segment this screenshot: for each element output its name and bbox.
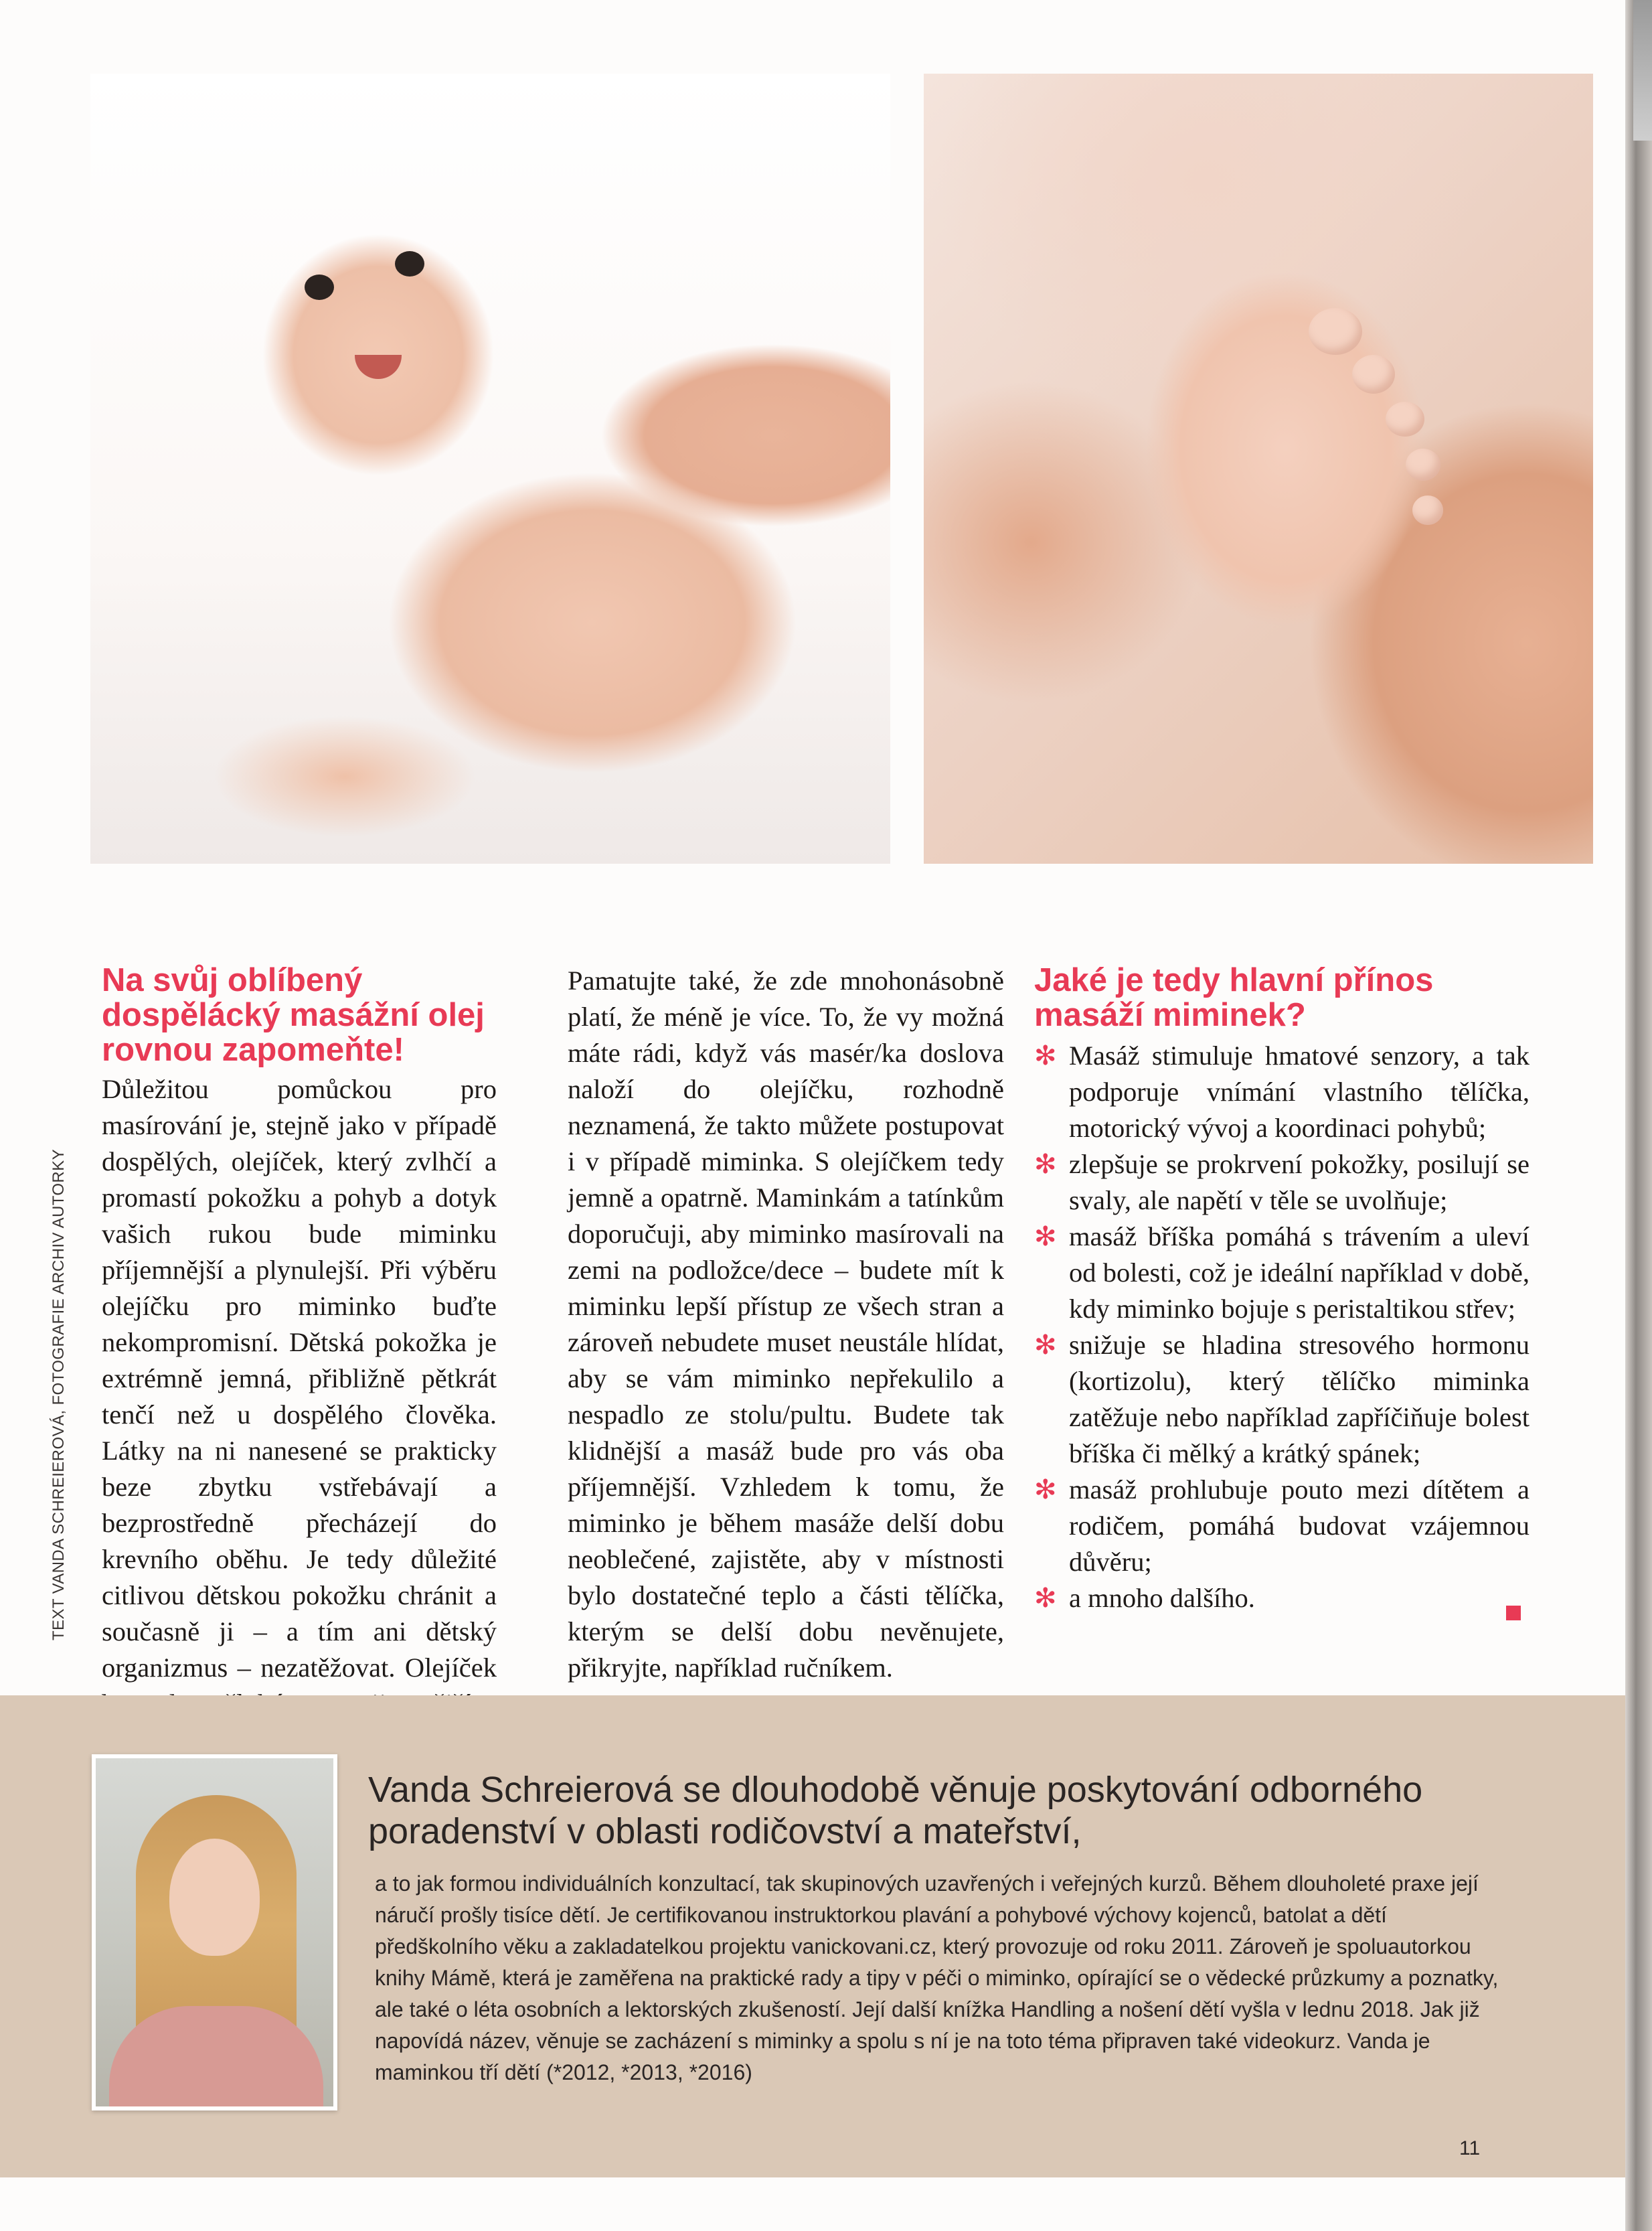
square-end-mark-icon — [1506, 1606, 1521, 1620]
toe — [1309, 308, 1362, 355]
author-title: Vanda Schreierová se dlouhodobě věnuje poskytování odborného poradenství v oblasti rodičovství a mateřství, — [368, 1770, 1423, 1851]
asterisk-bullet-icon: ✻ — [1034, 1149, 1057, 1180]
toe — [1352, 355, 1395, 394]
list-item: ✻ zlepšuje se prokrvení pokožky, posilují se svaly, ale napětí v těle se uvolňuje; — [1034, 1146, 1530, 1219]
author-bio: a to jak formou individuálních konzultací, tak skupinových uzavřených i veřejných kurzů. Během dlouholeté praxe její náručí prošly tisíce dětí. Je certifikovanou instruktorkou plavání a pohybové výchovy kojenců, batolat a dětí předškolního věku a zakladatelkou projektu vanickovani.cz, který provozuje od roku 2011. Zároveň je spoluautorkou knihy Mámě, která je zaměřena na praktické rady a tipy v péči o miminko, opírající se o vědecké průzkumy a poznatky, ale také o léta osobních a lektorských zkušeností. Její další knížka Handling a nošení dětí vyšla v lednu 2018. Jak již napovídá název, věnuje se zacházení s miminky a spolu s ní je na toto téma připraven také videokurz. Vanda je maminkou tří dětí (*2012, *2013, *2016) — [375, 1871, 1499, 2084]
column-3 — [1034, 963, 1530, 1616]
paragraph-oil: Důležitou pomůckou pro masírování je, stejně jako v případě dospělých, olejíček, který zvlhčí a promastí pokožku a pohyb a dotyk vašich rukou bude miminku příjemnější a plynulejší. Při výběru olejíčku pro miminko buďte nekompromisní. Dětská pokožka je extrémně jemná, přibližně pětkrát tenčí než u dospělého člověka. Látky na ni nanesené se prakticky beze zbytku vstřebávají a bezprostředně přecházejí do krevního oběhu. Je tedy důležité citlivou dětskou pokožku chránit a současně ji – a tím ani dětský organizmus – nezatěžovat. Olejíček — [102, 1074, 497, 1683]
photo-credit: TEXT VANDA SCHREIEROVÁ, FOTOGRAFIE ARCHIV AUTORKY — [50, 1149, 68, 1640]
list-item: ✻ snižuje se hladina stresového hormonu (kortizolu), který tělíčko miminka zatěžuje nebo například zapříčiňuje bolest bříška či mělký a krátký spánek; — [1034, 1327, 1530, 1472]
section-heading-benefits: Jaké je tedy hlavní přínos masáží miminek? — [1034, 962, 1434, 1033]
portrait-face — [169, 1839, 260, 1956]
column-1 — [102, 963, 497, 1794]
asterisk-bullet-icon: ✻ — [1034, 1221, 1057, 1252]
column-2 — [568, 963, 1004, 1686]
baby-mouth — [355, 355, 402, 379]
section-heading-oil: Na svůj oblíbený dospělácký masážní olej rovnou zapomeňte! — [102, 962, 485, 1068]
asterisk-bullet-icon: ✻ — [1034, 1583, 1057, 1614]
author-portrait-photo — [92, 1754, 337, 2110]
benefits-list — [1034, 1038, 1530, 1616]
asterisk-bullet-icon: ✻ — [1034, 1474, 1057, 1505]
paragraph-less-is-more: Pamatujte také, že zde mnohonásobně platí, že méně je více. To, že vy možná máte rádi, když vás masér/ka doslova naloží do olejíčku, rozhodně neznamená, že takto můžete postupovat i v případě miminka. S olejíčkem tedy jemně a opatrně. Maminkám a tatínkům doporučuji, aby miminko masírovali na zemi na podložce/dece – budete mít k miminku lepší přístup ze všech stran a zároveň nebudete muset neustále hlídat, aby se vám miminko nepřekulilo a nespadlo ze stolu/pultu. Budete tak klidnější a masáž bude pro vás oba příjemnější. Vzhledem k tomu, že miminko je během masáže delší dobu neoblečené, zajistěte, aby v místnosti bylo dostatečné teplo a části tělíčka, kterým se delší dobu nevěnujete, přikryjte, například ručníkem. — [568, 966, 1004, 1683]
list-item: ✻ masáž prohlubuje pouto mezi dítětem a rodičem, pomáhá budovat vzájemnou důvěru; — [1034, 1472, 1530, 1580]
toe — [1406, 449, 1440, 481]
list-item: ✻ a mnoho dalšího. — [1034, 1580, 1530, 1616]
baby-massage-photo — [90, 74, 890, 864]
baby-eye-left — [305, 275, 334, 300]
portrait-shirt — [109, 2006, 323, 2110]
toe — [1386, 402, 1424, 437]
page-edge-tab — [1633, 0, 1652, 141]
page-edge — [1625, 0, 1652, 2231]
asterisk-bullet-icon: ✻ — [1034, 1041, 1057, 1071]
baby-eye-right — [395, 251, 424, 277]
asterisk-bullet-icon: ✻ — [1034, 1330, 1057, 1361]
page-number: 11 — [1459, 2137, 1481, 2159]
toe — [1412, 495, 1443, 525]
list-item: ✻ Masáž stimuluje hmatové senzory, a tak podporuje vnímání vlastního tělíčka, motorický vývoj a koordinaci pohybů; — [1034, 1038, 1530, 1146]
foot-massage-photo — [924, 74, 1593, 864]
list-item: ✻ masáž bříška pomáhá s trávením a uleví od bolesti, což je ideální například v době, kdy miminko bojuje s peristaltikou střev; — [1034, 1219, 1530, 1327]
